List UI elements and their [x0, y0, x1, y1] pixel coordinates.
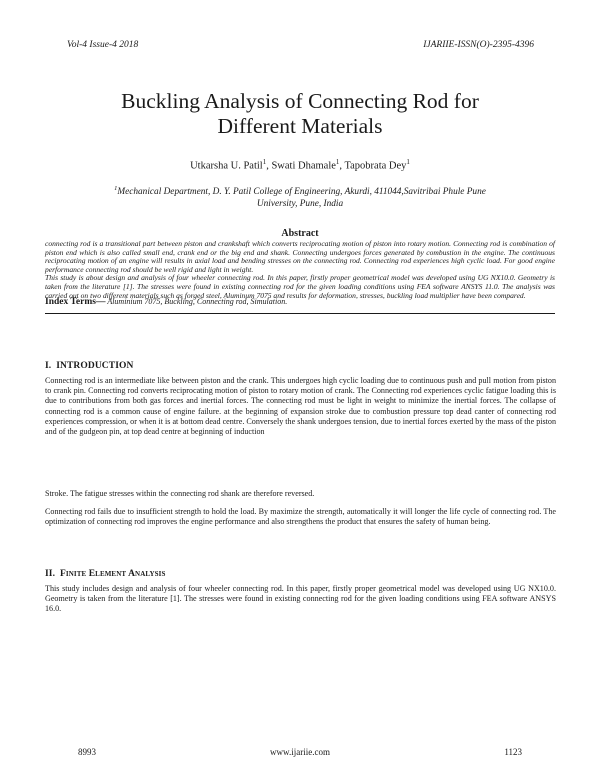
paper-title-line2: Different Materials	[217, 114, 383, 138]
index-terms-label: Index Terms	[45, 297, 96, 307]
section-2-heading	[45, 569, 165, 579]
abstract-heading: Abstract	[281, 228, 319, 239]
journal-volume: Vol-4 Issue-4 2018	[67, 40, 139, 50]
affiliation-sup: 1	[114, 185, 118, 192]
affiliation-line2: University, Pune, India	[256, 199, 344, 210]
section-1-heading	[45, 361, 133, 371]
paper-id: 8993	[78, 747, 96, 757]
abstract-paragraph-2: This study is about design and analysis of four wheeler connecting rod. In this paper, firstly proper geometrical model was developed using UG NX10.0. Geometry is taken from the literature [1]. The stresses were found in existing connecting rod for the given loading conditions using FEA software ANSYS 11.0. The analysis was carried out on two different materials such as forged steel, Aluminum 7075 and results for deformation, stresses, buckling load multiplier have been compared.	[45, 273, 555, 300]
affiliation-line1: Mechanical Department, D. Y. Patil College of Engineering, Akurdi, 411044,Savitribai Phule Pune	[117, 187, 486, 198]
index-terms-text: Aluminium 7075, Buckling, Connecting rod, Simulation.	[107, 297, 288, 306]
section-1-paragraph-1: Connecting rod is an intermediate like between piston and the crank. This undergoes high cyclic loading due to continuous push and pull motion from piston to crank pin. Connecting rod converts reciprocating motion of piston to rotary motion of crank. The Connecting rod experiences cyclic fatigue loading this is due to contributions from both gas forces and inertial forces. The connecting rod must be light in weight to minimize the inertial forces. The collapse of connecting rod is a common cause of engine failure. at the beginning of expansion stroke due to combustion pressure top dead canter of connecting rod experiences compression, or when it is at bottom dead centre. Conversely the shank undergoes tension, due to inertial forces exerted by the mass of the piston and of the gudgeon pin, at top dead centre at beginning of induction	[45, 376, 556, 437]
abstract-paragraph-1: connecting rod is a transitional part between piston and crankshaft which converts reciprocating motion of piston into rotary motion. Connecting rod is combination of piston end which is also called small end, crank end or the big end and shank. Connecting undergoes forces generated by combustion in the engine. The continuous reciprocating motion of an engine will results in axial load and bending stresses on the connecting rod. Connecting rod experiences high cyclic load. For good engine performance connecting rod should be well rigid and light in weight.	[45, 239, 555, 274]
index-terms: Index Terms— Aluminium 7075, Buckling, Connecting rod, Simulation.	[45, 297, 288, 307]
abstract-body	[45, 240, 555, 300]
section-1-number: I.	[45, 361, 52, 371]
author-1-sup: 1	[262, 158, 267, 166]
section-2-title: Finite Element Analysis	[60, 569, 166, 579]
affiliation	[60, 183, 540, 210]
journal-issn: IJARIIE-ISSN(O)-2395-4396	[423, 40, 534, 50]
section-2-paragraph-1: This study includes design and analysis of four wheeler connecting rod. In this paper, firstly proper geometrical model was developed using UG NX10.0. Geometry is taken from the literature [1]. The stresses were found in existing connecting rod for the given loading conditions using FEA software ANSYS 16.0.	[45, 584, 556, 614]
author-1: Utkarsha U. Patil	[190, 160, 263, 172]
section-1-paragraph-3: Connecting rod fails due to insufficient strength to hold the load. By maximize the strength, automatically it will longer the life cycle of connecting rod. The optimization of connecting rod improves the engine performance and also strengthens the product that ensures the safety of human being.	[45, 507, 556, 527]
section-2-number: II.	[45, 569, 56, 579]
author-3-sup: 1	[406, 158, 410, 166]
divider	[45, 313, 555, 314]
authors: Utkarsha U. Patil$^1$, Swati Dhamale$^1$, Tapobrata Dey$^1$	[190, 158, 410, 172]
section-1-title: INTRODUCTION	[56, 361, 134, 371]
section-1-paragraph-2: Stroke. The fatigue stresses within the connecting rod shank are therefore reversed.	[45, 489, 315, 498]
paper-title	[40, 89, 560, 139]
page-number: 1123	[504, 747, 522, 757]
author-3: Tapobrata Dey	[344, 160, 407, 172]
author-2: Swati Dhamale	[271, 160, 336, 172]
paper-title-line1: Buckling Analysis of Connecting Rod for	[121, 89, 479, 113]
journal-website: www.ijariie.com	[270, 747, 330, 757]
author-2-sup: 1	[335, 158, 340, 166]
